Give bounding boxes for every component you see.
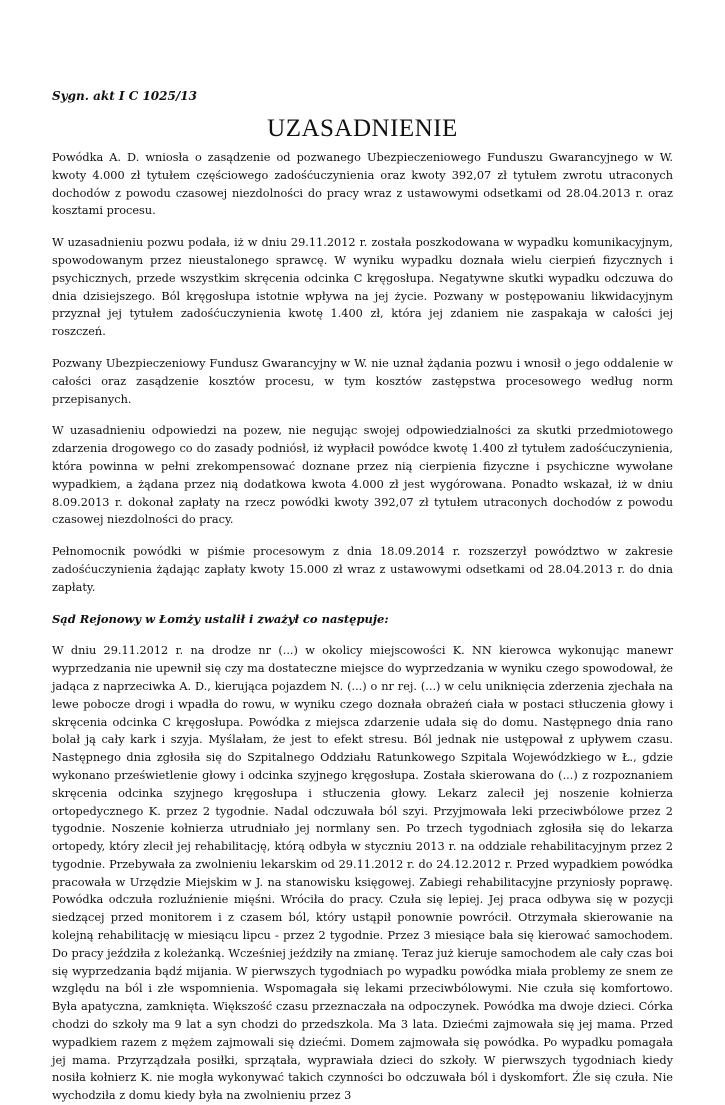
document-title: UZASADNIENIE <box>267 115 458 142</box>
section-heading: Sąd Rejonowy w Łomży ustalił i zważył co następuje: <box>52 611 389 626</box>
paragraph-claim: Powódka A. D. wniosła o zasądzenie od pozwanego Ubezpieczeniowego Funduszu Gwarancyjnego w W. kwoty 4.000 zł tytułem częściowego zadośćuczynienia oraz kwoty 392,07 zł tytułem zwrotu utraconych dochodów z powodu czasowej niezdolności do pracy wraz z ustawowymi odsetkami od 28.04.2013 r. oraz kosztami procesu. <box>52 151 673 218</box>
paragraph-claim-justification: W uzasadnieniu pozwu podała, iż w dniu 29.11.2012 r. została poszkodowana w wypadku komunikacyjnym, spowodowanym przez nieustalonego sprawcę. W wyniku wypadku doznała wielu cierpień fizycznych i psychicznych, przede wszystkim skręcenia odcinka C kręgosłupa. Negatywne skutki wypadku odczuwa do dnia dzisiejszego. Ból kręgosłupa istotnie wpływa na jej życie. Pozwany w postępowaniu likwidacyjnym przyznał jej tytułem zadośćuczynienia kwotę 1.400 zł, która jej zdaniem nie zaspakaja w całości jej roszczeń. <box>52 236 673 339</box>
paragraph-defendant-justification: W uzasadnieniu odpowiedzi na pozew, nie negując swojej odpowiedzialności za skutki przedmiotowego zdarzenia drogowego co do zasady podniósł, iż wypłacił powódce kwotę 1.400 zł tytułem zadośćuczynienia, która powinna w pełni zrekompensować doznane przez nią cierpienia fizyczne i psychiczne wywołane wypadkiem, a żądana przez nią dodatkowa kwota 4.000 zł jest wygórowana. Ponadto wskazał, iż w dniu 8.09.2013 r. dokonał zapłaty na rzecz powódki kwoty 392,07 zł tytułem utraconych dochodów z powodu czasowej niezdolności do pracy. <box>52 424 673 527</box>
paragraph-defendant-position: Pozwany Ubezpieczeniowy Fundusz Gwarancyjny w W. nie uznał żądania pozwu i wnosił o jego oddalenie w całości oraz zasądzenie kosztów procesu, w tym kosztów zastępstwa procesowego według norm przepisanych. <box>52 356 673 406</box>
case-signature: Sygn. akt I C 1025/13 <box>52 89 197 103</box>
document-page <box>52 88 673 1105</box>
paragraph-claim-extension: Pełnomocnik powódki w piśmie procesowym z dnia 18.09.2014 r. rozszerzył powództwo w zakresie zadośćuczynienia żądając zapłaty kwoty 15.000 zł wraz z ustawowymi odsetkami od 28.04.2013 r. do dnia zapłaty. <box>52 545 673 594</box>
paragraph-findings: W dniu 29.11.2012 r. na drodze nr (...) w okolicy miejscowości K. NN kierowca wykonując manewr wyprzedzania nie upewnił się czy ma dostateczne miejsce do wyprzedzania w wyniku czego spowodował, że jadąca z naprzeciwka A. D., kierująca pojazdem N. (...) o nr rej. (...) w celu uniknięcia zderzenia zjechała na lewe pobocze drogi i wpadła do rowu, w wyniku czego doznała obrażeń ciała w postaci stłuczenia głowy i skręcenia odcinka C kręgosłupa. Powódka z miejsca zdarzenie udała się do domu. Następnego dnia rano bolał ją cały kark i szyja. Myślałam, że jest to efekt stresu. Ból jednak nie ustępował z upływem czasu. Następnego dnia zgłosiła się do Szpitalnego Oddziału Ratunkowego Szpitala Wojewódzkiego w Ł., gdzie wykonano prześwietlenie głowy i odcinka szyjnego kręgosłupa. Została skierowana do (...) z rozpoznaniem skręcenia odcinka szyjnego kręgosłupa i stłuczenia głowy. Lekarz zalecił jej noszenie kołnierza ortopedycznego K. przez 2 tygodnie. Nadal odczuwała ból szyi. Przyjmowała leki przeciwbólowe przez 2 tygodnie. Noszenie kołnierza utrudniało jej normlany sen. Po trzech tygodniach zgłosiła się do lekarza ortopedy, który zlecił jej rehabilitację, którą odbyła w styczniu 2013 r. na oddziale rehabilitacyjnym przez 2 tygodnie. Przebywała za zwolnieniu lekarskim od 29.11.2012 r. do 24.12.2012 r. Przed wypadkiem powódka pracowała w Urzędzie Miejskim w J. na stanowisku księgowej. Zabiegi rehabilitacyjne przyniosły poprawę. Powódka odczuła rozluźnienie mięśni. Wróciła do pracy. Czuła się lepiej. Jej praca odbywa się w pozycji siedzącej przed monitorem i z czasem ból, który ustąpił ponownie powrócił. Otrzymała skierowanie na kolejną rehabilitację w miesiącu lipcu - przez 2 tygodnie. Przez 3 miesiące bała się kierować samochodem. Do pracy jeździła z koleżanką. Wcześniej jeździły na zmianę. Teraz już kieruje samochodem ale cały czas boi się wyprzedzania bądź mijania. W pierwszych tygodniach po wypadku powódka miała problemy ze snem ze względu na ból i złe wspomnienia. Wspomagała się lekami przeciwbólowymi. Nie czuła się komfortowo. Była apatyczna, zamknięta. Większość czasu przeznaczała na odpoczynek. Powódka ma dwoje dzieci. Córka chodzi do szkoły ma 9 lat a syn chodzi do przedszkola. Ma 3 lata. Dziećmi zajmowała się jej mama. Przed wypadkiem razem z mężem zajmowali się dziećmi. Domem zajmowała się powódka. Po wypadku pomagała jej mama. Przyrządzała posiłki, sprzątała, wyprawiała dzieci do szkoły. W pierwszych tygodniach kiedy nosiła kołnierz K. nie mogła wykonywać takich czynności bo odczuwała ból i dyskomfort. Źle się czuła. Nie wychodziła z domu kiedy była na zwolnieniu przez 3 <box>52 644 673 1103</box>
